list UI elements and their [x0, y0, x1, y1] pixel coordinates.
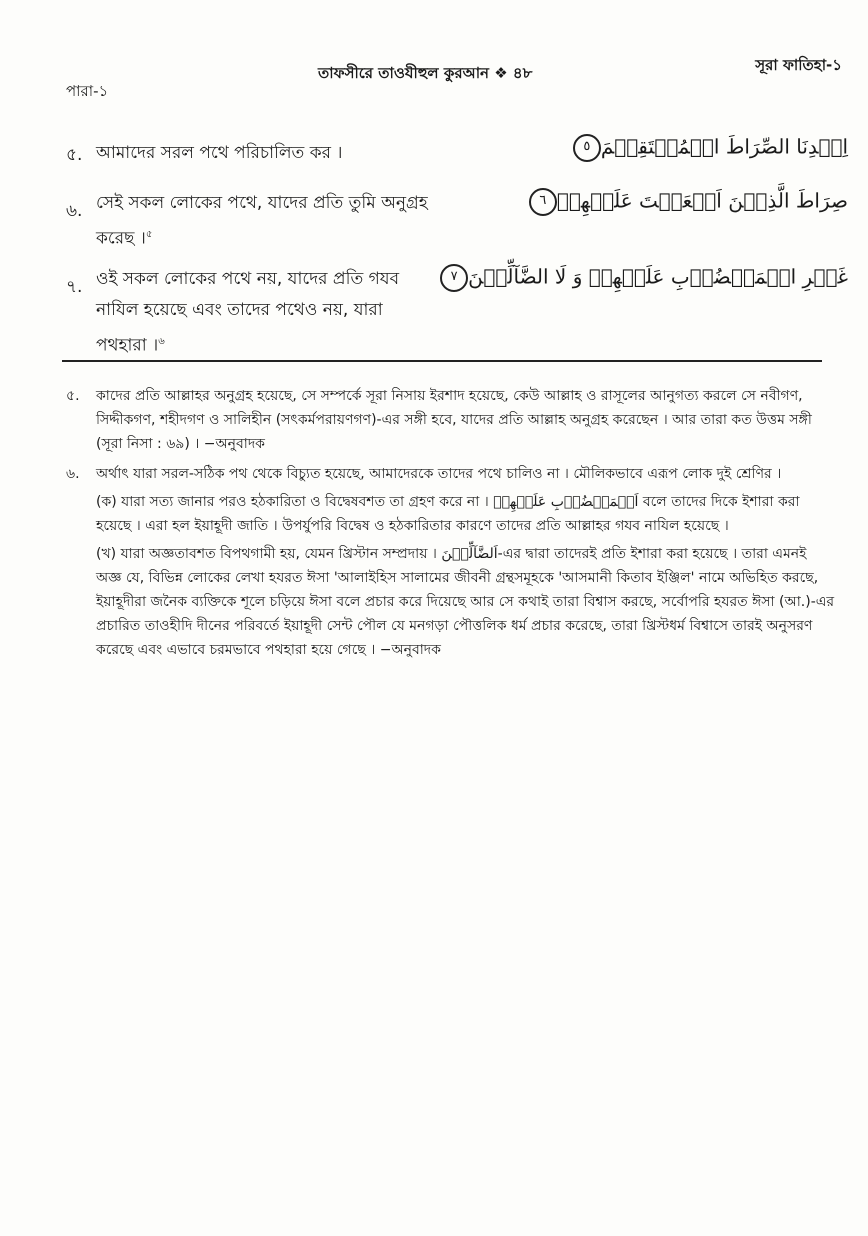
verse-translation: সেই সকল লোকের পথে, যাদের প্রতি তুমি অনুগ্রহ করেছ ।$^৫$: [96, 193, 428, 249]
footnote-text: কাদের প্রতি আল্লাহর অনুগ্রহ হয়েছে, সে সম্পর্কে সূরা নিসায় ইরশাদ হয়েছে, কেউ আল্লাহ ও রাসূলের আনুগত্য করলে সে নবীগণ, সিদ্দীকগণ, শহীদগণ ও সালিহীন (সৎকর্মপরায়ণগণ)-এর সঙ্গী হবে, যাদের প্রতি আল্লাহ অনুগ্রহ করেছেন । আর তারা কত উত্তম সঙ্গী (সূরা নিসা : ৬৯) । −অনুবাদক: [96, 388, 812, 452]
footnote-item-a: (ক) যারা সত্য জানার পরও হঠকারিতা ও বিদ্বেষবশত তা গ্রহণ করে না । اَلۡمَغۡضُوۡبِ عَلَیۡهِمۡ বলে তাদের দিকে ইশারা করা হয়েছে । এরা হল ইয়াহূদী জাতি । উপর্যুপরি বিদ্বেষ ও হঠকারিতার কারণে তাদের প্রতি আল্লাহর গযব নাযিল হয়েছে ।: [96, 494, 800, 534]
para-label: পারা-১: [66, 82, 109, 100]
ayah-end-marker-icon: ٥: [573, 134, 601, 162]
verse-translation: ওই সকল লোকের পথে নয়, যাদের প্রতি গযব নাযিল হয়েছে এবং তাদের পথেও নয়, যারা পথহারা ।$^৬$: [96, 269, 400, 356]
surah-label: সূরা ফাতিহা-১: [755, 56, 842, 74]
verse-translation: আমাদের সরল পথে পরিচালিত কর ।: [96, 143, 343, 163]
footnote-number: ৬.: [66, 466, 80, 482]
footnote-intro: অর্থাৎ যারা সরল-সঠিক পথ থেকে বিচ্যুত হয়েছে, আমাদেরকে তাদের পথে চালিও না । মৌলিকভাবে এরূপ লোক দুই শ্রেণির ।: [96, 466, 782, 482]
running-title: তাফসীরে তাওযীহুল কুরআন ❖ ৪৮: [318, 64, 533, 82]
footnote-number: ৫.: [66, 388, 80, 404]
ayah-end-marker-icon: ٧: [440, 264, 468, 292]
ayah-end-marker-icon: ٦: [529, 188, 557, 216]
footnote-item-b: (খ) যারা অজ্ঞতাবশত বিপথগামী হয়, যেমন খ্রিস্টান সম্প্রদায় । اَلضَّآلِّیۡنَ-এর দ্বারা তাদেরই প্রতি ইশারা করা হয়েছে । তারা এমনই অজ্ঞ যে, বিভিন্ন লোকের লেখা হযরত ঈসা 'আলাইহিস সালামের জীবনী গ্রন্থসমূহকে 'আসমানী কিতাব ইঞ্জিল' নামে অভিহিত করছে, ইয়াহূদীরা জনৈক ব্যক্তিকে শূলে চড়িয়ে ঈসা বলে প্রচার করে দিয়েছে আর সে কথাই তারা বিশ্বাস করছে, সর্বোপরি হযরত ঈসা (আ.)-এর প্রচারিত তাওহীদি দীনের পরিবর্তে ইয়াহূদী সেন্ট পৌল যে মনগড়া পৌত্তলিক ধর্ম প্রচার করেছে, তারা খ্রিস্টধর্ম বিশ্বাসে তারই অনুসরণ করেছে এবং এভাবে চরমভাবে পথহারা হয়ে গেছে । −অনুবাদক: [96, 546, 835, 658]
verse-arabic: صِرَاطَ الَّذِیۡنَ اَنۡعَمۡتَ عَلَیۡهِمۡ٦: [525, 188, 848, 216]
verse-number: ৫.: [66, 145, 83, 165]
arabic-term: اَلضَّآلِّیۡنَ: [441, 546, 498, 562]
footnote-5: [66, 384, 836, 460]
verse-arabic: اِهۡدِنَا الصِّرَاطَ الۡمُسۡتَقِیۡمَ٥: [569, 134, 848, 162]
verse-number: ৬.: [66, 201, 83, 221]
footnote-ref: ৫: [145, 229, 153, 240]
footnote-divider: [62, 360, 822, 362]
footnote-ref: ৬: [158, 336, 165, 347]
verse-number: ৭.: [66, 277, 83, 297]
footnote-6: [66, 462, 836, 666]
verse-arabic: غَیۡرِ الۡمَغۡضُوۡبِ عَلَیۡهِمۡ وَ لَا الضَّآلِّیۡنَ٧: [436, 264, 848, 292]
arabic-term: اَلۡمَغۡضُوۡبِ عَلَیۡهِمۡ: [493, 494, 639, 510]
